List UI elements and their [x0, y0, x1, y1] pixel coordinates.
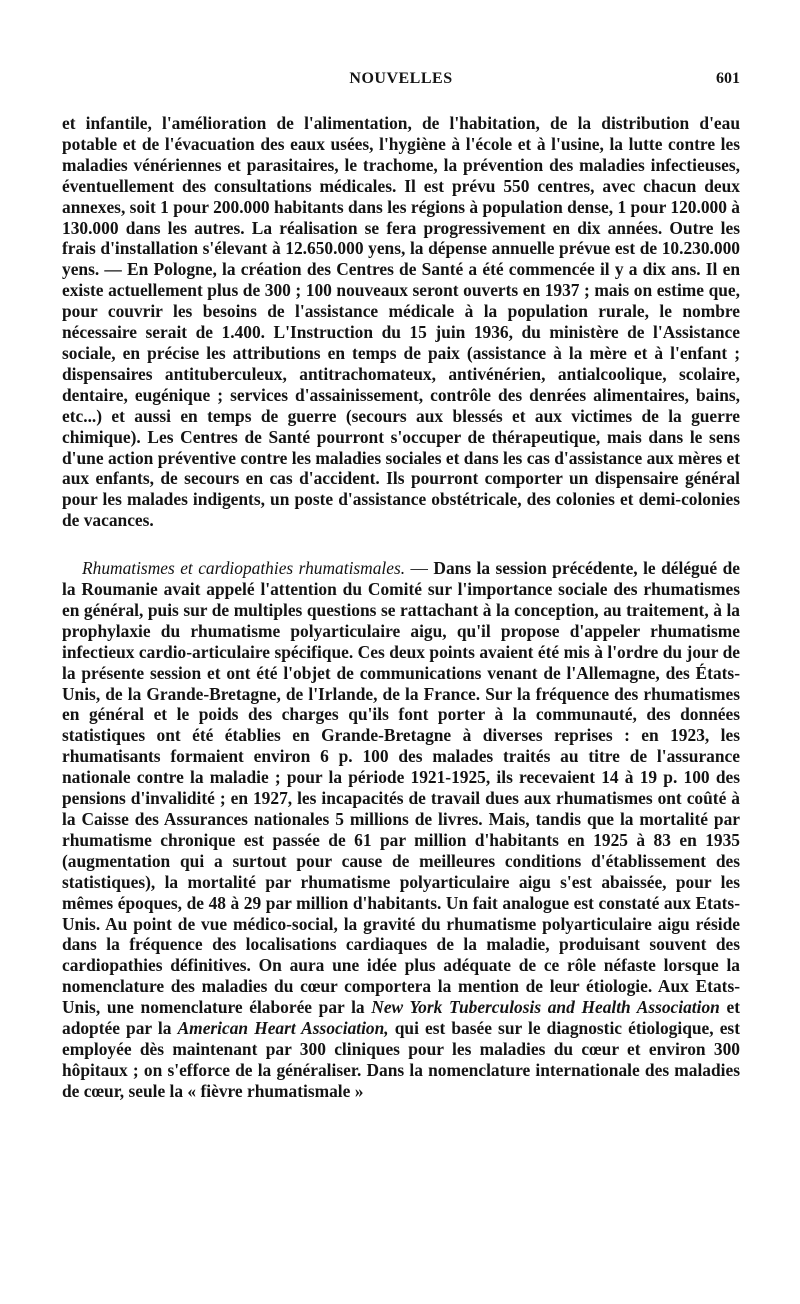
- section-heading: Rhumatismes et cardiopathies rhumatismales.: [82, 558, 406, 579]
- heading-dash: —: [405, 558, 434, 579]
- italic-organization-name: American Heart Association,: [177, 1018, 389, 1039]
- body-text: [62, 113, 740, 1102]
- paragraph-rheumatism-body: [62, 558, 740, 1101]
- text-segment: et adoptée par la: [62, 997, 740, 1039]
- running-header: [62, 70, 740, 94]
- page-number: 601: [716, 70, 740, 87]
- running-title: NOUVELLES: [349, 70, 453, 87]
- italic-organization-name: New York Tuberculosis and Health Association: [371, 997, 720, 1018]
- paragraph-health-centres: et infantile, l'amélioration de l'alimentation, de l'habitation, de la distribution d'eau potable et de l'évacuation des eaux usées, l'hygiène à l'école et à l'usine, la lutte contre les maladies vénériennes et parasitaires, le trachome, la prévention des maladies infectieuses, éventuellement des consultations médicales. Il est prévu 550 centres, avec chacun deux annexes, soit 1 pour 200.000 habitants dans les régions à population dense, 1 pour 120.000 à 130.000 dans les autres. La réalisation se fera progressivement en dix années. Outre les frais d'installation s'élevant à 12.650.000 yens, la dépense annuelle prévue est de 10.230.000 yens. — En Pologne, la création des Centres de Santé a été commencée il y a dix ans. Il en existe actuellement plus de 300 ; 100 nouveaux seront ouverts en 1937 ; mais on estime que, pour couvrir les besoins de l'assistance médicale à la population rurale, le nombre nécessaire serait de 1.400. L'Instruction du 15 juin 1936, du ministère de l'Assistance sociale, en précise les attributions en temps de paix (assistance à la mère et à l'enfant ; dispensaires antituberculeux, antitrachomateux, antivénérien, antialcoolique, scolaire, dentaire, eugénique ; services d'assainissement, contrôle des denrées alimentaires, bains, etc...) et aussi en temps de guerre (secours aux blessés et aux victimes de la guerre chimique). Les Centres de Santé pourront s'occuper de thérapeutique, mais dans le sens d'une action préventive contre les maladies sociales et dans les cas d'assistance aux mères et aux enfants, de secours en cas d'accident. Ils pourront comporter un dispensaire général pour les malades indigents, un poste d'assistance obstétricale, des colonies et demi-colonies de vacances.: [62, 113, 740, 531]
- text-segment: Dans la session précédente, le délégué de la Roumanie avait appelé l'attention du Comité sur l'importance sociale des rhumatismes en général, puis sur de multiples questions se rattachant à la conception, au traitement, à la prophylaxie du rhumatisme polyarticulaire aigu, qu'il propose d'appeler rhumatisme infectieux cardio-articulaire spécifique. Ces deux points avaient été mis à l'ordre du jour de la présente session et ont été l'objet de communications venant de l'Allemagne, des États-Unis, de la Grande-Bretagne, de l'Irlande, de la France. Sur la fréquence des rhumatismes en général et le poids des charges qu'ils font porter à la communauté, des données statistiques ont été établies en Grande-Bretagne à diverses reprises : en 1923, les rhumatisants formaient environ 6 p. 100 des malades traités au titre de l'assurance nationale contre la maladie ; pour la période 1921-1925, ils recevaient 14 à 19 p. 100 des pensions d'invalidité ; en 1927, les incapacités de travail dues aux rhumatismes ont coûté à la Caisse des Assurances nationales 5 millions de livres. Mais, tandis que la mortalité par rhumatisme chronique est passée de 61 par million d'habitants en 1925 à 83 en 1935 (augmentation qui a surtout pour cause de meilleures conditions d'établissement des statistiques), la mortalité par rhumatisme polyarticulaire aigu s'est abaissée, pour les mêmes époques, de 48 à 29 par million d'habitants. Un fait analogue est constaté aux Etats-Unis. Au point de vue médico-social, la gravité du rhumatisme polyarticulaire aigu réside dans la fréquence des localisations cardiaques de la maladie, produisant souvent des cardiopathies définitives. On aura une idée plus adéquate de ce rôle néfaste lorsque la nomenclature des maladies du cœur comportera la mention de leur étiologie. Aux Etats-Unis, une nomenclature élaborée par la: [62, 558, 740, 1018]
- document-page: [62, 0, 740, 1304]
- text-segment: qui est basée sur le diagnostic étiologique, est employée dès maintenant par 300 cliniques pour les maladies du cœur et environ 300 hôpitaux ; on s'efforce de la généraliser. Dans la nomenclature internationale des maladies de cœur, seule la « fièvre rhumatismale »: [62, 1018, 740, 1101]
- paragraph-rheumatism: [62, 558, 740, 1102]
